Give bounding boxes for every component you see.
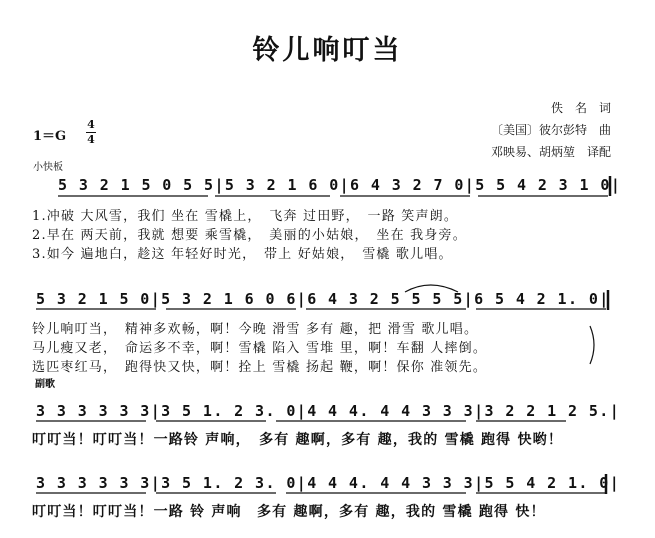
lyric-line-4: 叮叮当！叮叮当！一路 铃 声响 多有 趣啊，多有 趣，我的 雪橇 跑得 快！ xyxy=(32,504,546,520)
chorus-label: 副歌 xyxy=(35,379,55,390)
lyricist-credit: 佚 名 词 xyxy=(550,101,611,115)
tempo-marking: 小快板 xyxy=(33,162,63,173)
verse-bracket xyxy=(590,326,594,364)
song-title: 铃儿响叮当 xyxy=(252,35,403,66)
lyric-line-1-verse-2: 2.早在 两天前，我就 想要 乘雪橇， 美丽的小姑娘， 坐在 我身旁。 xyxy=(32,228,467,243)
lyric-line-1-verse-1: 1.冲破 大风雪，我们 坐在 雪橇上， 飞奔 过田野， 一路 笑声朗。 xyxy=(32,209,459,224)
notes-line-1: 5 3 2 1 5 0 5 5|5 3 2 1 6 0|6 4 3 2 7 0|5 5 4 2 3 1 0| xyxy=(58,176,622,194)
time-signature-bottom: 4 xyxy=(87,133,95,146)
lyric-line-2-verse-1: 铃儿响叮当， 精神多欢畅，啊！今晚 滑雪 多有 趣，把 滑雪 歌儿唱。 xyxy=(32,322,479,337)
notes-line-3: 3 3 3 3 3 3|3 5 1. 2 3. 0|4 4 4. 4 4 3 3 3|3 2 2 1 2 5.| xyxy=(36,402,621,420)
composer-credit: 〔美国〕彼尔彭特 曲 xyxy=(490,123,611,137)
notes-line-4: 3 3 3 3 3 3|3 5 1. 2 3. 0|4 4 4. 4 4 3 3 3|5 5 4 2 1. 0| xyxy=(36,474,621,492)
lyric-line-2-verse-2: 马儿瘦又老， 命运多不幸，啊！雪橇 陷入 雪堆 里，啊！车翻 人摔倒。 xyxy=(32,341,488,356)
lyric-line-3: 叮叮当！叮叮当！一路铃 声响， 多有 趣啊，多有 趣，我的 雪橇 跑得 快哟！ xyxy=(32,432,564,448)
lyric-line-1-verse-3: 3.如今 遍地白，趁这 年轻好时光， 带上 好姑娘， 雪橇 歌儿唱。 xyxy=(32,247,453,262)
lyric-line-2-verse-3: 选匹枣红马， 跑得快又快，啊！拴上 雪橇 扬起 鞭，啊！保你 准领先。 xyxy=(32,360,488,375)
notes-line-2: 5 3 2 1 5 0|5 3 2 1 6 0 6|6 4 3 2 5 5 5 5|6 5 4 2 1. 0| xyxy=(36,290,610,308)
slur-mark xyxy=(405,285,458,292)
time-signature-top: 4 xyxy=(87,118,95,131)
arranger-credit: 邓映易、胡炳堃 译配 xyxy=(490,145,611,159)
key-signature: 1＝G xyxy=(33,129,67,144)
